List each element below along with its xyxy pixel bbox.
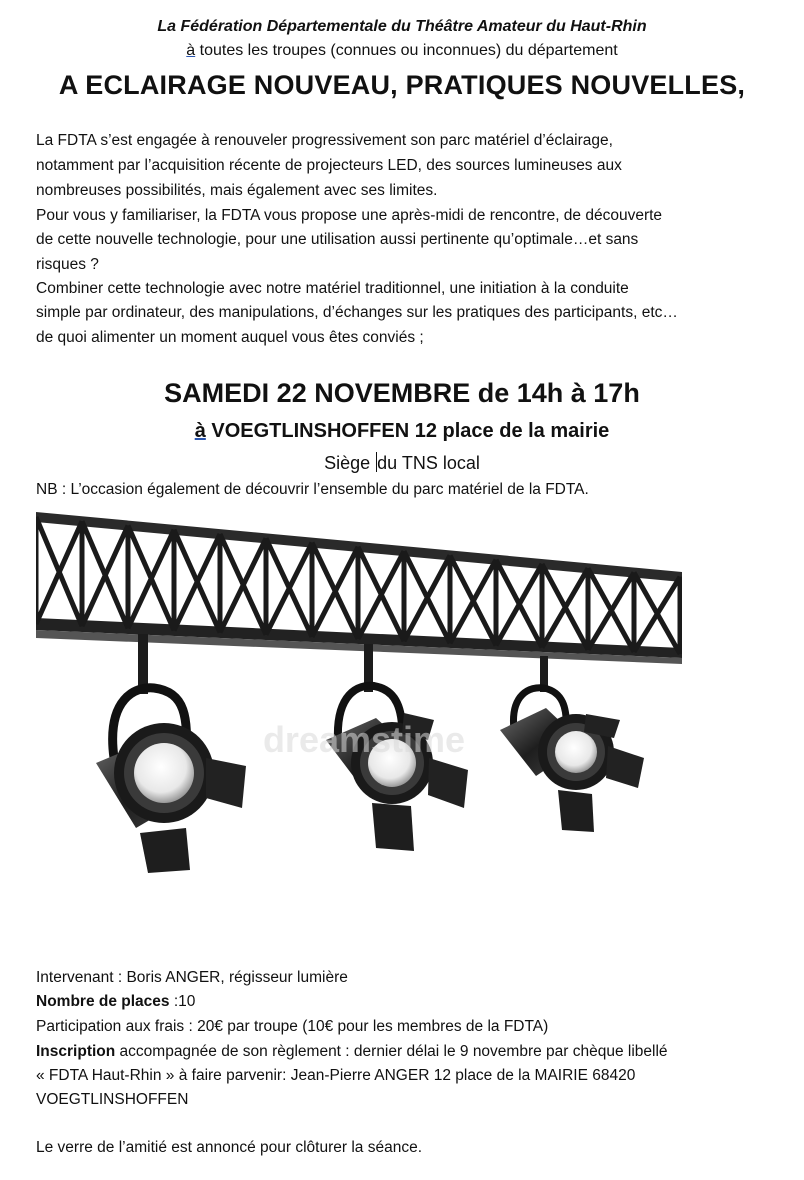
event-siege — [0, 452, 804, 474]
lighting-truss — [36, 512, 682, 664]
intro-line: La FDTA s’est engagée à renouveler progressivement son parc matériel d’éclairage, — [36, 132, 613, 149]
intro-line: Combiner cette technologie avec notre matériel traditionnel, une initiation à la conduite — [36, 280, 629, 297]
spotlight-left — [96, 634, 246, 873]
places-label: Nombre de places — [36, 993, 170, 1010]
venue-prefix: à — [194, 420, 206, 442]
inscription-text: accompagnée de son règlement : dernier délai le 9 novembre par chèque libellé — [115, 1043, 668, 1060]
intro-line: de quoi alimenter un moment auquel vous êtes conviés ; — [36, 329, 424, 346]
document-title: A ECLAIRAGE NOUVEAU, PRATIQUES NOUVELLES, — [58, 70, 746, 100]
closing-line: Le verre de l’amitié est annoncé pour clôturer la séance. — [36, 1139, 422, 1156]
intro-line: Pour vous y familiariser, la FDTA vous propose une après-midi de rencontre, de découverte — [36, 207, 663, 224]
nb-note: NB : L’occasion également de découvrir l’ensemble du parc matériel de la FDTA. — [36, 481, 589, 498]
intro-line: risques ? — [36, 256, 99, 273]
spotlight-right — [500, 656, 644, 832]
intro-line: notamment par l’acquisition récente de projecteurs LED, des sources lumineuses aux — [36, 157, 622, 174]
inscription-line-3: VOEGTLINSHOFFEN — [36, 1091, 189, 1108]
siege-text-b: du TNS local — [377, 453, 480, 473]
places-value: :10 — [169, 993, 196, 1010]
intro-line: de cette nouvelle technologie, pour une utilisation aussi pertinente qu’optimale…et sans — [36, 231, 639, 248]
watermark: dreamstime — [262, 719, 466, 760]
inscription-line-2: « FDTA Haut-Rhin » à faire parvenir: Jean-Pierre ANGER 12 place de la MAIRIE 68420 — [36, 1067, 636, 1084]
intervenant-line: Intervenant : Boris ANGER, régisseur lumière — [36, 969, 348, 986]
event-date: SAMEDI 22 NOVEMBRE de 14h à 17h — [164, 378, 640, 408]
recipients-text: toutes les troupes (connues ou inconnues) du département — [195, 42, 618, 59]
siege-text-a: Siège — [324, 453, 376, 473]
spotlights-truss-illustration — [36, 508, 682, 878]
participation-line: Participation aux frais : 20€ par troupe (10€ pour les membres de la FDTA) — [36, 1018, 549, 1035]
inscription-line — [36, 1043, 668, 1061]
places-line — [36, 993, 195, 1011]
inscription-label: Inscription — [36, 1043, 116, 1060]
event-venue — [0, 420, 804, 443]
recipients-line — [0, 42, 804, 60]
intro-line: simple par ordinateur, des manipulations, d’échanges sur les pratiques des participants, etc… — [36, 304, 678, 321]
intro-line: nombreuses possibilités, mais également avec ses limites. — [36, 182, 438, 199]
organization-header: La Fédération Départementale du Théâtre Amateur du Haut-Rhin — [157, 18, 647, 35]
recipients-prefix: à — [186, 42, 196, 59]
venue-address: VOEGTLINSHOFFEN 12 place de la mairie — [205, 420, 610, 442]
